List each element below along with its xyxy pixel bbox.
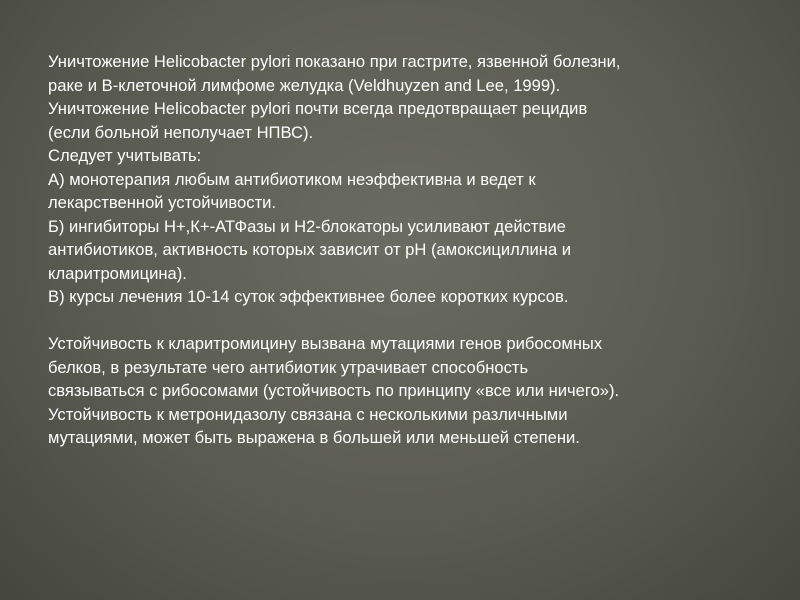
text-line: Б) ингибиторы Н+,К+-АТФазы и Н2-блокаторы усиливают действие [48, 216, 566, 236]
text-line: антибиотиков, активность которых зависит от рН (амоксициллина и [48, 240, 572, 259]
text-line: кларитромицина). [48, 263, 187, 283]
text-line: связываться с рибосомами (устойчивость по принципу «все или ничего»). [48, 381, 620, 400]
text-line: мутациями, может быть выражена в большей или меньшей степени. [48, 428, 580, 447]
text-line: Уничтожение Helicobacter pylori почти всегда предотвращает рецидив [48, 99, 588, 118]
text-line: лекарственной устойчивости. [48, 193, 277, 212]
text-line: В) курсы лечения 10-14 суток эффективнее более коротких курсов. [48, 287, 569, 306]
text-line: раке и В-клеточной лимфоме желудка (Veldhuyzen and Lee, 1999). [48, 75, 561, 95]
text-line: А) монотерапия любым антибиотиком неэффективна и ведет к [48, 169, 536, 189]
paragraph-gap [48, 309, 768, 333]
text-line: Следует учитывать: [48, 146, 202, 165]
text-line: Уничтожение Helicobacter pylori показано при гастрите, язвенной болезни, [48, 52, 621, 71]
text-line: Устойчивость к кларитромицину вызвана мутациями генов рибосомных [48, 334, 603, 353]
slide-text-block [48, 50, 768, 450]
text-line: белков, в результате чего антибиотик утрачивает способность [48, 357, 529, 377]
text-line: Устойчивость к метронидазолу связана с несколькими различными [48, 404, 568, 424]
text-line: (если больной неполучает НПВС). [48, 122, 314, 142]
